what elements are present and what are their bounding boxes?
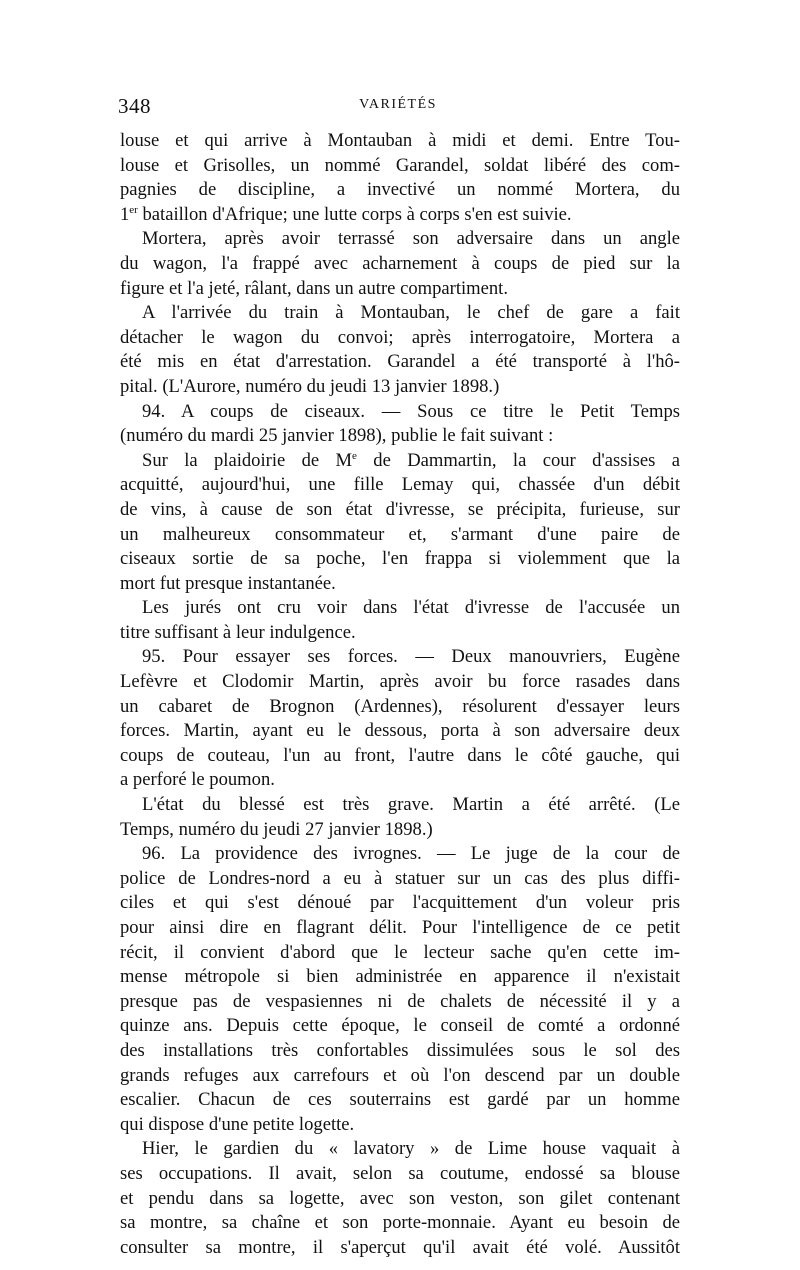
text-segment: coups de couteau, l'un au front, l'autre dans le côté gauche, qui	[120, 744, 680, 766]
text-segment: qui dispose d'une petite logette.	[120, 1113, 355, 1135]
text-segment: Temps, numéro du jeudi 27 janvier 1898.)	[120, 818, 433, 840]
text-line	[120, 916, 680, 941]
text-segment: bataillon d'Afrique; une lutte corps à corps s'en est suivie.	[137, 203, 572, 225]
text-segment: consulter sa montre, il s'aperçut qu'il avait été volé. Aussitôt	[120, 1236, 680, 1258]
text-segment: 95. Pour essayer ses forces. — Deux manouvriers, Eugène	[142, 646, 680, 668]
text-segment: Hier, le gardien du « lavatory » de Lime house vaquait à	[142, 1138, 680, 1160]
text-line	[120, 1162, 680, 1187]
text-line	[120, 301, 680, 326]
text-line	[120, 1113, 680, 1138]
text-segment: L'état du blessé est très grave. Martin a été arrêté. (Le	[142, 794, 680, 816]
text-line	[120, 818, 680, 843]
text-segment: titre suffisant à leur indulgence.	[120, 621, 356, 643]
text-line	[120, 572, 680, 597]
text-segment: et pendu dans sa logette, avec son veston, son gilet contenant	[120, 1187, 680, 1209]
text-segment: ses occupations. Il avait, selon sa coutume, endossé sa blouse	[120, 1162, 680, 1184]
text-line	[120, 203, 680, 228]
text-line	[120, 547, 680, 572]
text-segment: un malheureux consommateur et, s'armant d'une paire de	[120, 523, 680, 545]
text-segment: A l'arrivée du train à Montauban, le chef de gare a fait	[142, 302, 680, 324]
page-number: 348	[118, 94, 151, 118]
text-line	[120, 867, 680, 892]
text-line	[120, 154, 680, 179]
text-segment: quinze ans. Depuis cette époque, le conseil de comté a ordonné	[120, 1015, 680, 1037]
text-line	[120, 449, 680, 474]
text-line	[120, 326, 680, 351]
text-segment: mort fut presque instantanée.	[120, 572, 336, 594]
text-line	[120, 498, 680, 523]
text-segment: ciseaux sortie de sa poche, l'en frappa si violemment que la	[120, 548, 680, 570]
text-line	[120, 596, 680, 621]
text-segment: été mis en état d'arrestation. Garandel a été transporté à l'hô-	[120, 351, 680, 373]
text-line	[120, 793, 680, 818]
text-line	[120, 719, 680, 744]
text-line	[120, 523, 680, 548]
text-line	[120, 473, 680, 498]
text-line	[120, 277, 680, 302]
text-segment: ciles et qui s'est dénoué par l'acquittement d'un voleur pris	[120, 892, 680, 914]
text-segment: forces. Martin, ayant eu le dessous, porta à son adversaire deux	[120, 720, 680, 742]
text-line	[120, 1088, 680, 1113]
text-segment: Sur la plaidoirie de M	[142, 449, 353, 471]
text-line	[120, 768, 680, 793]
text-segment: 96. La providence des ivrognes. — Le juge de la cour de	[142, 843, 680, 865]
text-segment: Les jurés ont cru voir dans l'état d'ivresse de l'accusée un	[142, 597, 680, 619]
text-segment: acquitté, aujourd'hui, une fille Lemay qui, chassée d'un débit	[120, 474, 680, 496]
text-line	[120, 424, 680, 449]
text-segment: figure et l'a jeté, râlant, dans un autre compartiment.	[120, 277, 508, 299]
text-segment: escalier. Chacun de ces souterrains est gardé par un homme	[120, 1089, 680, 1111]
text-segment: pour ainsi dire en flagrant délit. Pour l'intelligence de ce petit	[120, 917, 680, 938]
text-segment: a perforé le poumon.	[120, 769, 275, 791]
text-segment: louse et qui arrive à Montauban à midi et demi. Entre Tou-	[120, 130, 680, 151]
text-line	[120, 621, 680, 646]
text-segment: de vins, à cause de son état d'ivresse, se précipita, furieuse, sur	[120, 498, 680, 520]
text-segment: Lefèvre et Clodomir Martin, après avoir bu force rasades dans	[120, 671, 680, 693]
text-segment: sa montre, sa chaîne et son porte-monnaie. Ayant eu besoin de	[120, 1212, 680, 1234]
text-line	[120, 1187, 680, 1212]
text-segment: récit, il convient d'abord que le lecteur sache qu'en cette im-	[120, 941, 680, 963]
text-line	[120, 252, 680, 277]
text-segment: Mortera, après avoir terrassé son adversaire dans un angle	[142, 228, 680, 250]
text-line	[120, 695, 680, 720]
body-text	[120, 129, 680, 1260]
text-line	[120, 891, 680, 916]
text-segment: 94. A coups de ciseaux. — Sous ce titre le Petit Temps	[142, 400, 680, 422]
text-line	[120, 1039, 680, 1064]
text-line	[120, 990, 680, 1015]
text-line	[120, 842, 680, 867]
text-line	[120, 965, 680, 990]
text-segment: grands refuges aux carrefours et où l'on descend par un double	[120, 1064, 680, 1086]
text-line	[120, 670, 680, 695]
superscript: e	[352, 449, 357, 462]
text-line	[120, 1014, 680, 1039]
text-segment: louse et Grisolles, un nommé Garandel, soldat libéré des com-	[120, 154, 680, 176]
text-segment: détacher le wagon du convoi; après interrogatoire, Mortera a	[120, 326, 680, 348]
text-line	[120, 1064, 680, 1089]
superscript: er	[129, 203, 138, 216]
text-segment: un cabaret de Brognon (Ardennes), résolurent d'essayer leurs	[120, 695, 680, 717]
text-line	[120, 350, 680, 375]
text-line	[120, 1211, 680, 1236]
text-line	[120, 178, 680, 203]
text-line	[120, 941, 680, 966]
text-line	[120, 1236, 680, 1261]
running-head: VARIÉTÉS	[359, 97, 437, 112]
text-line	[120, 1137, 680, 1162]
text-line	[120, 375, 680, 400]
text-segment: pagnies de discipline, a invectivé un nommé Mortera, du	[120, 179, 680, 201]
text-segment: 1	[120, 203, 130, 225]
text-line	[120, 129, 680, 154]
text-segment: (numéro du mardi 25 janvier 1898), publie le fait suivant :	[120, 425, 554, 447]
text-segment: police de Londres-nord a eu à statuer sur un cas des plus diffi-	[120, 867, 680, 889]
text-line	[120, 227, 680, 252]
text-segment: du wagon, l'a frappé avec acharnement à coups de pied sur la	[120, 252, 680, 274]
text-line	[120, 400, 680, 425]
page-header	[118, 94, 678, 124]
text-line	[120, 744, 680, 769]
text-segment: de Dammartin, la cour d'assises a	[356, 449, 680, 471]
text-segment: mense métropole si bien administrée en apparence il n'existait	[120, 966, 680, 988]
text-line	[120, 645, 680, 670]
text-segment: des installations très confortables dissimulées sous le sol des	[120, 1039, 680, 1061]
text-segment: presque pas de vespasiennes ni de chalets de nécessité il y a	[120, 990, 680, 1012]
text-segment: pital. (L'Aurore, numéro du jeudi 13 janvier 1898.)	[120, 375, 500, 397]
